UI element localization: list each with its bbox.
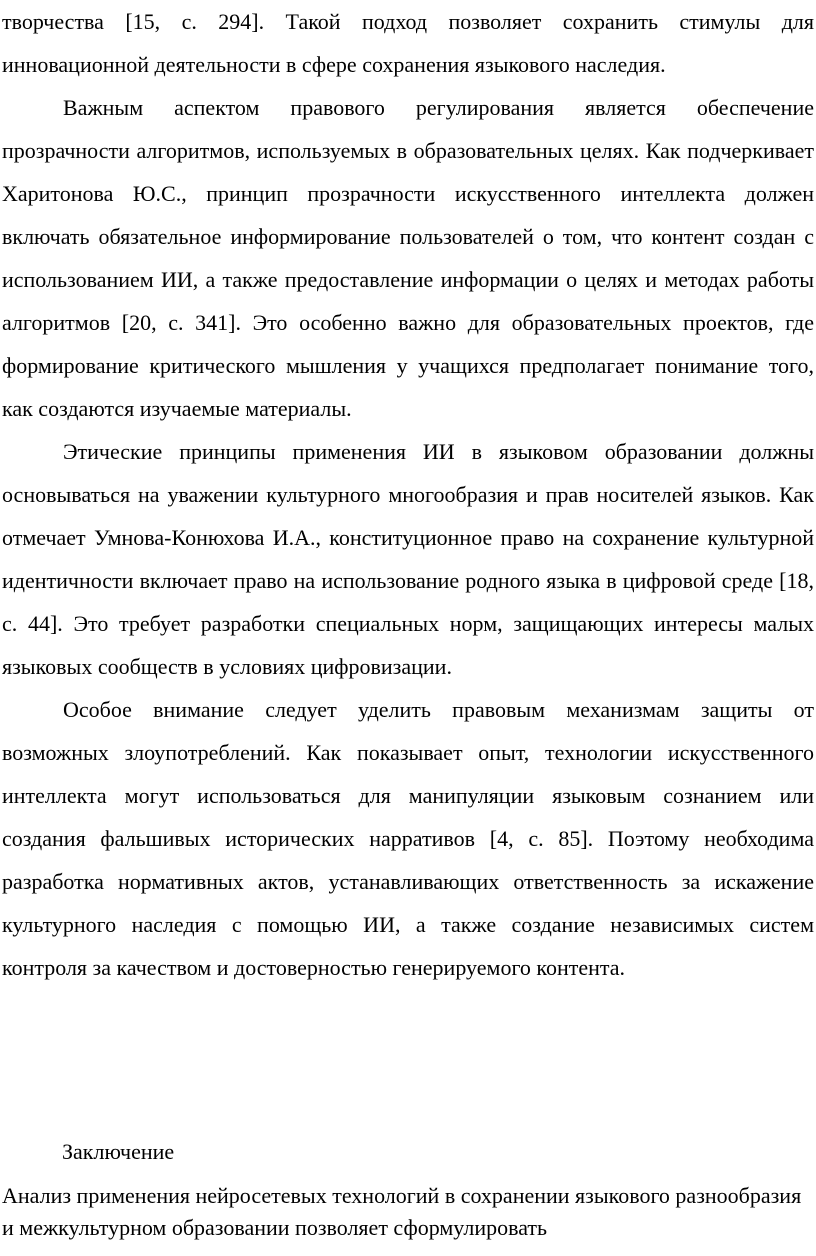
paragraph-abuse-protection: Особое внимание следует уделить правовым механизмам защиты от возможных злоупотреблений. Как показывает опыт, технологии искусственного интеллекта могут использоваться для манипуляции языковым сознанием или создания фальшивых исторических нарративов [4, с. 85]. Поэтому необходима разработка нормативных актов, устанавливающих ответственность за искажение культурного наследия с помощью ИИ, а также создание независимых систем контроля за качеством и достоверностью генерируемого контента. (2, 697, 814, 980)
section-heading-conclusion: Заключение (62, 1139, 175, 1164)
conclusion-paragraph: Анализ применения нейросетевых технологий в сохранении языкового разнообразия и межкультурном образовании позволяет сформулировать (2, 1183, 802, 1240)
paragraph-continuation: творчества [15, с. 294]. Такой подход позволяет сохранить стимулы для инновационной деятельности в сфере сохранения языкового наследия. (2, 9, 814, 77)
paragraph-transparency: Важным аспектом правового регулирования является обеспечение прозрачности алгоритмов, используемых в образовательных целях. Как подчеркивает Харитонова Ю.С., принцип прозрачности искусственного интеллекта должен включать обязательное информирование пользователей о том, что контент создан с использованием ИИ, а также предоставление информации о целях и методах работы алгоритмов [20, с. 341]. Это особенно важно для образовательных проектов, где формирование критического мышления у учащихся предполагает понимание того, как создаются изучаемые материалы. (2, 95, 814, 421)
paragraph-ethics: Этические принципы применения ИИ в языковом образовании должны основываться на уважении культурного многообразия и прав носителей языков. Как отмечает Умнова-Конюхова И.А., конституционное право на сохранение культурной идентичности включает право на использование родного языка в цифровой среде [18, с. 44]. Это требует разработки специальных норм, защищающих интересы малых языковых сообществ в условиях цифровизации. (2, 439, 814, 679)
